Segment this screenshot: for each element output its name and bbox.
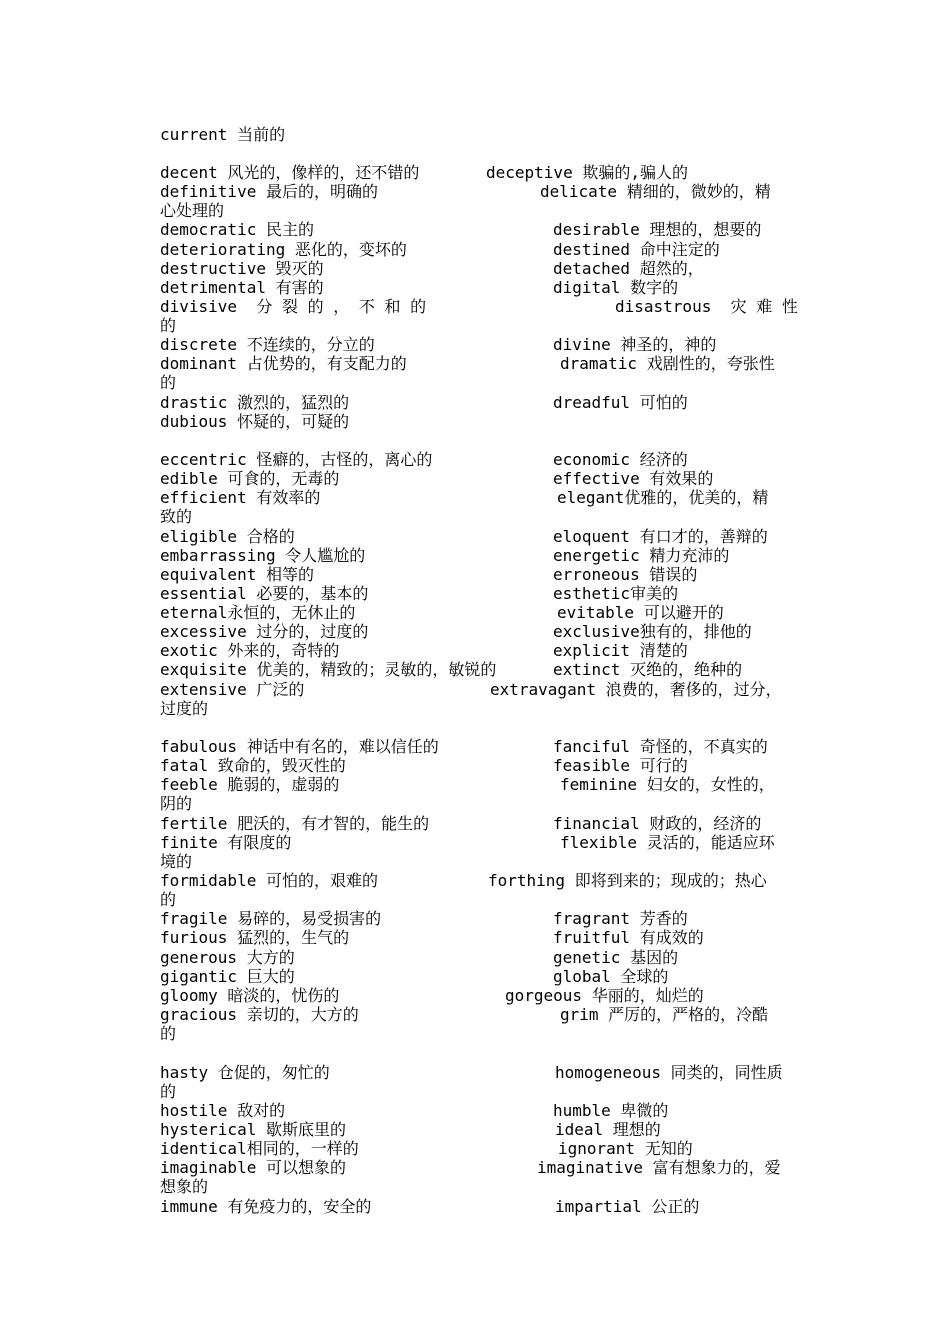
vocab-line: 的: [160, 1024, 177, 1043]
vocab-line: extravagant 浪费的，奢侈的，过分，: [490, 680, 782, 699]
vocab-line: 境的: [160, 852, 193, 871]
vocab-line: hostile 敌对的: [160, 1101, 286, 1120]
vocab-line: delicate 精细的，微妙的，精: [540, 182, 771, 201]
vocab-line: flexible 灵活的，能适应环: [560, 833, 775, 852]
vocab-line: elegant优雅的，优美的，精: [557, 488, 769, 507]
vocab-line: exquisite 优美的，精致的；灵敏的，敏锐的: [160, 660, 497, 679]
vocab-line: drastic 激烈的，猛烈的: [160, 393, 350, 412]
vocab-line: esthetic审美的: [553, 584, 679, 603]
vocab-line: embarrassing 令人尴尬的: [160, 546, 366, 565]
vocab-line: feeble 脆弱的，虚弱的: [160, 775, 340, 794]
vocab-line: definitive 最后的，明确的: [160, 182, 378, 201]
vocab-line: generous 大方的: [160, 948, 295, 967]
vocab-line: eligible 合格的: [160, 527, 295, 546]
vocab-line: impartial 公正的: [555, 1197, 700, 1216]
vocab-line: imaginative 富有想象力的，爱: [537, 1158, 781, 1177]
vocab-line: forthing 即将到来的；现成的；热心: [488, 871, 767, 890]
vocab-line: exotic 外来的，奇特的: [160, 641, 340, 660]
vocab-line: fanciful 奇怪的，不真实的: [553, 737, 768, 756]
vocab-line: detrimental 有害的: [160, 278, 324, 297]
vocab-line: finite 有限度的: [160, 833, 292, 852]
vocab-line: current 当前的: [160, 125, 286, 144]
vocab-line: exclusive独有的，排他的: [553, 622, 752, 641]
vocab-line: homogeneous 同类的，同性质: [555, 1063, 783, 1082]
vocab-line: 过度的: [160, 699, 209, 718]
vocab-line: eternal永恒的，无休止的: [160, 603, 356, 622]
vocab-line: dubious 怀疑的，可疑的: [160, 412, 350, 431]
vocab-line: deceptive 欺骗的,骗人的: [486, 163, 688, 182]
vocab-line: feminine 妇女的，女性的，: [560, 775, 775, 794]
vocab-line: fragrant 芳香的: [553, 909, 688, 928]
vocab-line: immune 有免疫力的，安全的: [160, 1197, 372, 1216]
vocab-line: hasty 仓促的，匆忙的: [160, 1063, 330, 1082]
vocab-line: disastrous 灾 难 性: [615, 297, 798, 316]
vocab-line: dramatic 戏剧性的，夸张性: [560, 354, 775, 373]
vocab-line: eccentric 怪癖的，古怪的，离心的: [160, 450, 433, 469]
vocab-line: global 全球的: [553, 967, 669, 986]
vocab-line: divisive 分 裂 的 ， 不 和 的: [160, 297, 427, 316]
vocab-line: energetic 精力充沛的: [553, 546, 730, 565]
vocab-line: gorgeous 华丽的，灿烂的: [505, 986, 704, 1005]
vocab-line: fabulous 神话中有名的，难以信任的: [160, 737, 439, 756]
vocab-line: 的: [160, 316, 177, 335]
vocab-line: gracious 亲切的，大方的: [160, 1005, 359, 1024]
vocab-line: erroneous 错误的: [553, 565, 698, 584]
vocab-line: equivalent 相等的: [160, 565, 314, 584]
vocab-line: feasible 可行的: [553, 756, 688, 775]
vocab-line: ideal 理想的: [555, 1120, 661, 1139]
vocab-line: fatal 致命的，毁灭性的: [160, 756, 346, 775]
vocab-line: desirable 理想的，想要的: [553, 220, 762, 239]
vocab-line: imaginable 可以想象的: [160, 1158, 346, 1177]
vocab-line: effective 有效果的: [553, 469, 714, 488]
vocab-line: efficient 有效率的: [160, 488, 321, 507]
vocab-line: gigantic 巨大的: [160, 967, 295, 986]
vocab-line: 心处理的: [160, 201, 225, 220]
vocab-line: destructive 毁灭的: [160, 259, 324, 278]
vocab-line: genetic 基因的: [553, 948, 679, 967]
vocab-line: deteriorating 恶化的，变坏的: [160, 240, 407, 259]
vocab-line: furious 猛烈的，生气的: [160, 928, 350, 947]
vocab-line: 的: [160, 1082, 177, 1101]
vocab-line: discrete 不连续的，分立的: [160, 335, 375, 354]
vocab-line: detached 超然的，: [553, 259, 704, 278]
vocab-line: divine 神圣的，神的: [553, 335, 717, 354]
vocab-line: excessive 过分的，过度的: [160, 622, 369, 641]
vocab-line: digital 数字的: [553, 278, 679, 297]
vocab-line: gloomy 暗淡的，忧伤的: [160, 986, 340, 1005]
vocab-line: identical相同的，一样的: [160, 1139, 359, 1158]
vocab-line: financial 财政的，经济的: [553, 814, 762, 833]
vocab-line: 想象的: [160, 1177, 209, 1196]
vocab-line: 的: [160, 373, 177, 392]
vocab-line: 的: [160, 890, 177, 909]
vocab-line: evitable 可以避开的: [557, 603, 724, 622]
vocab-line: ignorant 无知的: [558, 1139, 693, 1158]
vocab-line: eloquent 有口才的，善辩的: [553, 527, 768, 546]
vocab-line: extensive 广泛的: [160, 680, 305, 699]
vocab-line: democratic 民主的: [160, 220, 314, 239]
vocab-line: 致的: [160, 507, 193, 526]
vocab-line: fruitful 有成效的: [553, 928, 704, 947]
vocab-line: dominant 占优势的，有支配力的: [160, 354, 407, 373]
vocab-line: fragile 易碎的，易受损害的: [160, 909, 382, 928]
vocab-line: formidable 可怕的，艰难的: [160, 871, 378, 890]
vocab-line: hysterical 歇斯底里的: [160, 1120, 346, 1139]
vocab-line: economic 经济的: [553, 450, 688, 469]
vocab-line: decent 风光的，像样的，还不错的: [160, 163, 420, 182]
vocab-line: 阴的: [160, 794, 193, 813]
vocab-line: grim 严厉的，严格的，冷酷: [560, 1005, 769, 1024]
vocab-line: humble 卑微的: [553, 1101, 669, 1120]
vocab-line: fertile 肥沃的，有才智的，能生的: [160, 814, 430, 833]
vocab-line: edible 可食的，无毒的: [160, 469, 340, 488]
vocab-line: essential 必要的，基本的: [160, 584, 369, 603]
vocab-line: extinct 灭绝的，绝种的: [553, 660, 743, 679]
vocab-line: destined 命中注定的: [553, 240, 720, 259]
vocab-line: dreadful 可怕的: [553, 393, 688, 412]
vocab-line: explicit 清楚的: [553, 641, 688, 660]
